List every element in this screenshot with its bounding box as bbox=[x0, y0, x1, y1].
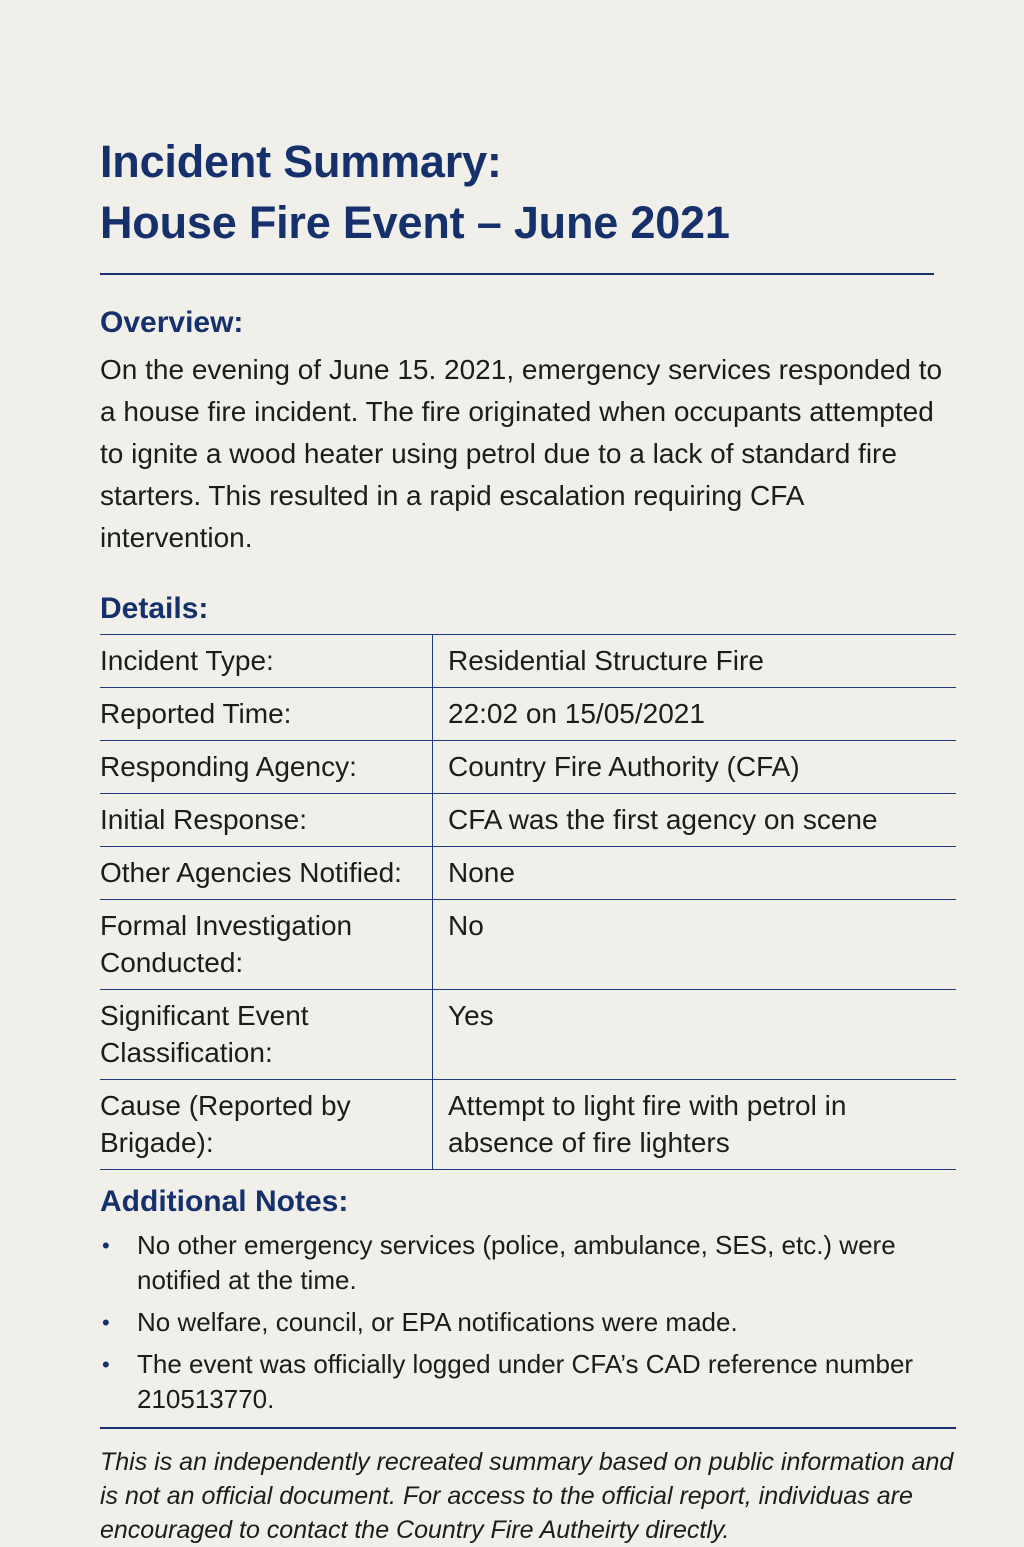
note-text: No other emergency services (police, ambulance, SES, etc.) were notified at the time. bbox=[137, 1230, 896, 1295]
row-label-incident-type: Incident Type: bbox=[100, 635, 433, 688]
overview-heading: Overview: bbox=[100, 306, 244, 339]
footer-divider bbox=[100, 1427, 956, 1429]
bullet-icon: • bbox=[102, 1233, 110, 1258]
row-value-cause: Attempt to light fire with petrol in absence of fire lighters bbox=[433, 1080, 957, 1170]
row-value-incident-type: Residential Structure Fire bbox=[433, 635, 957, 688]
row-value-significant-event: Yes bbox=[433, 990, 957, 1080]
row-label-responding-agency: Responding Agency: bbox=[100, 741, 433, 794]
table-row bbox=[100, 688, 956, 741]
row-value-responding-agency: Country Fire Authority (CFA) bbox=[433, 741, 957, 794]
row-value-initial-response: CFA was the first agency on scene bbox=[433, 794, 957, 847]
table-row bbox=[100, 741, 956, 794]
table-row bbox=[100, 794, 956, 847]
title-divider bbox=[100, 273, 934, 275]
table-row bbox=[100, 635, 956, 688]
list-item bbox=[100, 1347, 960, 1417]
row-value-formal-investigation: No bbox=[433, 900, 957, 990]
additional-notes-heading: Additional Notes: bbox=[100, 1185, 349, 1218]
overview-text: On the evening of June 15. 2021, emergency services responded to a house fire incident. The fire originated when occupants attempted to ignite a wood heater using petrol due to a lack of standard fire starters. This resulted in a rapid escalation requiring CFA intervention. bbox=[100, 354, 943, 553]
bullet-icon: • bbox=[102, 1352, 110, 1377]
details-heading: Details: bbox=[100, 592, 209, 625]
row-label-cause: Cause (Reported by Brigade): bbox=[100, 1080, 433, 1170]
row-label-reported-time: Reported Time: bbox=[100, 688, 433, 741]
table-row bbox=[100, 847, 956, 900]
bullet-icon: • bbox=[102, 1310, 110, 1335]
row-value-other-agencies: None bbox=[433, 847, 957, 900]
row-value-reported-time: 22:02 on 15/05/2021 bbox=[433, 688, 957, 741]
row-label-formal-investigation: Formal Investigation Conducted: bbox=[100, 900, 433, 990]
row-label-significant-event: Significant Event Classification: bbox=[100, 990, 433, 1080]
table-row bbox=[100, 1080, 956, 1170]
details-table bbox=[100, 634, 956, 1170]
note-text: No welfare, council, or EPA notifications were made. bbox=[137, 1307, 738, 1337]
row-label-initial-response: Initial Response: bbox=[100, 794, 433, 847]
note-text: The event was officially logged under CFA’s CAD reference number 210513770. bbox=[137, 1349, 914, 1414]
page-title bbox=[100, 0, 956, 253]
title-line-2: House Fire Event – June 2021 bbox=[100, 197, 730, 248]
row-label-other-agencies: Other Agencies Notified: bbox=[100, 847, 433, 900]
table-row bbox=[100, 990, 956, 1080]
list-item bbox=[100, 1228, 960, 1298]
list-item bbox=[100, 1305, 960, 1340]
notes-list bbox=[100, 1228, 960, 1417]
table-row bbox=[100, 900, 956, 990]
disclaimer-text: This is an independently recreated summary based on public information and is not an official document. For access to the official report, individuas are encouraged to contact the Country Fire Autheirty directly. bbox=[100, 1448, 954, 1544]
title-line-1: Incident Summary: bbox=[100, 136, 502, 187]
